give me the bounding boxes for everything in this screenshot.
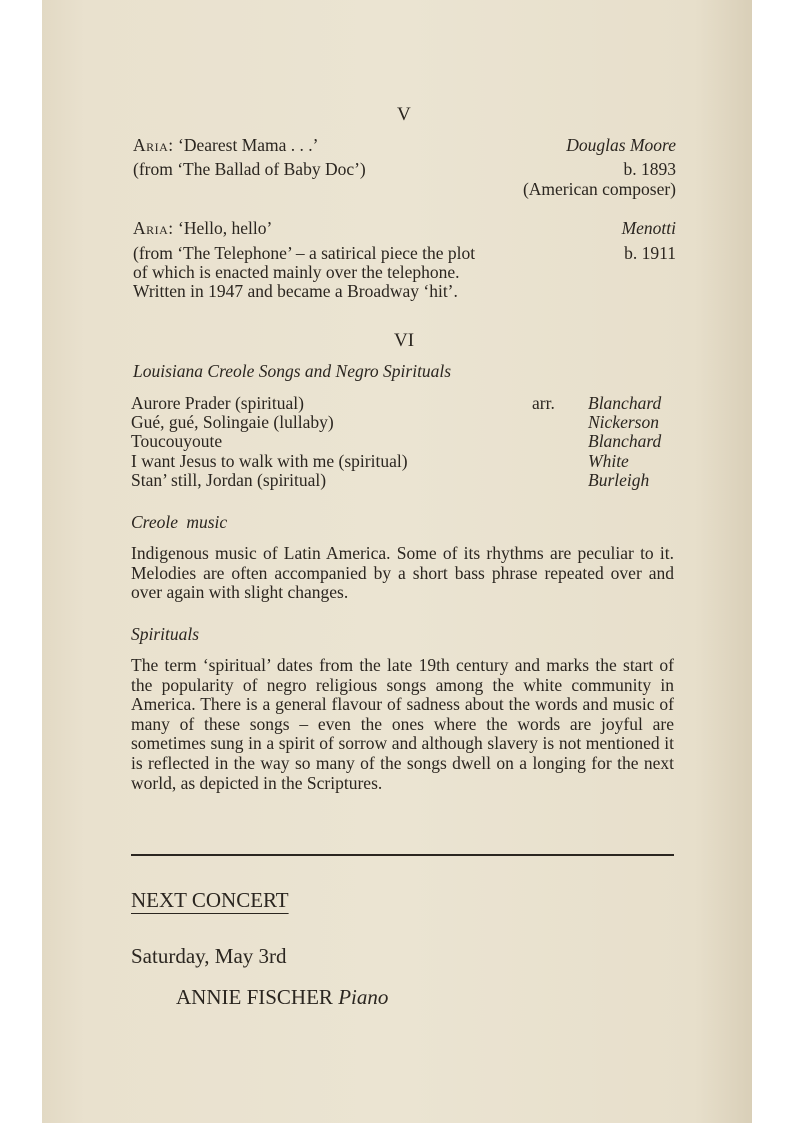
song-arranger: Nickerson — [588, 412, 659, 432]
next-concert-performer — [176, 985, 388, 1010]
section6-subtitle: Louisiana Creole Songs and Negro Spirituals — [133, 361, 452, 381]
aria2-label: Aria: — [133, 218, 174, 238]
song-arranger: White — [588, 451, 629, 471]
aria1-heading — [133, 136, 318, 156]
creole-heading: Creole music — [131, 512, 228, 532]
program-page — [42, 0, 752, 1123]
aria2-born: b. 1911 — [624, 243, 676, 263]
spirituals-heading: Spirituals — [131, 624, 200, 644]
section-numeral-v: V — [397, 104, 411, 125]
aria1-source: (from ‘The Ballad of Baby Doc’) — [133, 159, 366, 179]
aria2-desc-line-1: (from ‘The Telephone’ – a satirical piece the plot — [133, 243, 476, 263]
creole-text: Indigenous music of Latin America. Some of its rhythms are peculiar to it. Melodies are often accompanied by a short bass phrase repeated over and over again with slight changes. — [131, 543, 674, 603]
aria2-title: ‘Hello, hello’ — [178, 218, 273, 238]
song-arranger: Burleigh — [588, 470, 650, 490]
next-concert-date: Saturday, May 3rd — [131, 944, 287, 968]
performer-instrument: Piano — [338, 985, 389, 1009]
song-title: Toucouyoute — [131, 431, 223, 451]
aria2-desc-line-3: Written in 1947 and became a Broadway ‘hit’. — [133, 281, 458, 301]
aria1-label: Aria: — [133, 135, 174, 155]
aria2-composer: Menotti — [621, 218, 676, 238]
aria1-note: (American composer) — [522, 179, 676, 199]
divider-rule — [131, 854, 674, 856]
next-concert-heading: NEXT CONCERT — [131, 888, 289, 912]
aria1-composer: Douglas Moore — [566, 135, 676, 155]
performer-name: ANNIE FISCHER — [176, 985, 333, 1009]
song-title: Aurore Prader (spiritual) — [131, 393, 304, 413]
aria1-born: b. 1893 — [623, 159, 676, 179]
aria2-heading — [133, 219, 272, 239]
section-numeral-vi: VI — [394, 330, 415, 351]
arr-label: arr. — [532, 393, 555, 413]
aria2-desc-line-2: of which is enacted mainly over the telephone. — [133, 262, 460, 282]
spirituals-text: The term ‘spiritual’ dates from the late 19th century and marks the start of the popularity of negro religious songs among the white community in America. There is a general flavour of sadness about the words and music of many of these songs – even the ones where the words are joyful are sometimes sung in a spirit of sorrow and although slavery is not mentioned it is reflected in the way so many of the songs dwell on a longing for the next world, as depicted in the Scriptures. — [131, 655, 674, 793]
song-arranger: Blanchard — [588, 393, 662, 413]
song-title: Gué, gué, Solingaie (lullaby) — [131, 412, 334, 432]
song-title: Stan’ still, Jordan (spiritual) — [131, 470, 327, 490]
song-title: I want Jesus to walk with me (spiritual) — [131, 451, 408, 471]
song-arranger: Blanchard — [588, 431, 662, 451]
aria1-title: ‘Dearest Mama . . .’ — [178, 135, 319, 155]
